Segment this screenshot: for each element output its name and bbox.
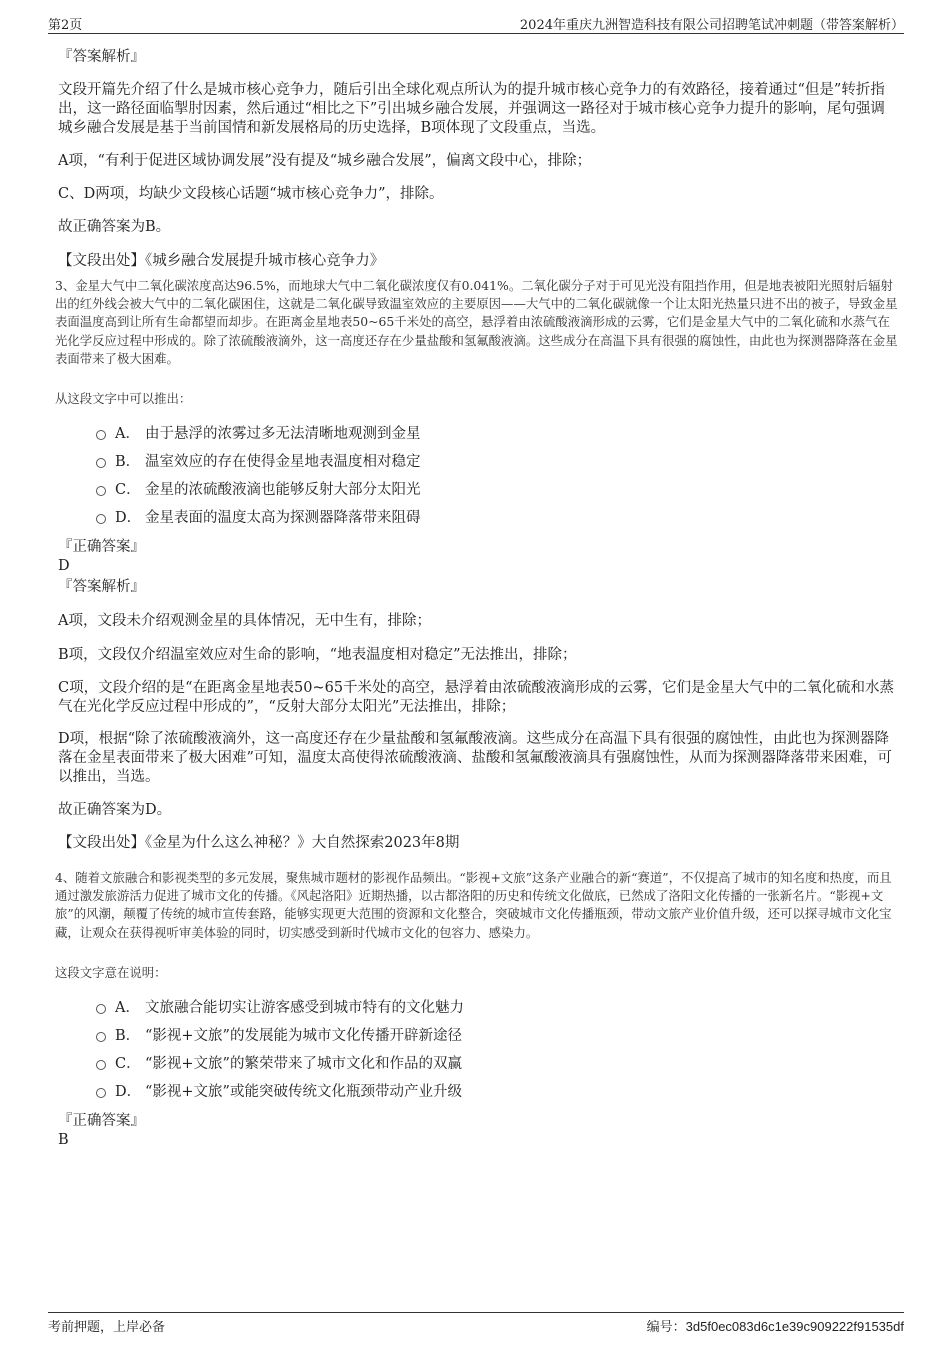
code-label: 编号： [646, 1320, 686, 1335]
radio-icon[interactable] [96, 486, 106, 496]
radio-icon[interactable] [96, 1032, 106, 1042]
question-stem: 3、金星大气中二氧化碳浓度高达96.5%，而地球大气中二氧化碳浓度仅有0.041%。二氧化碳分子对于可见光没有阻挡作用，但是地表被阳光照射后辐射出的红外线会被大气中的二氧化碳困住，这就是二氧化碳导致温室效应的主要原因——大气中的二氧化碳就像一个让太阳光热量只进不出的被子，导致金星表面温度高到让所有生命都望而却步。在距离金星地表50~65千米处的高空，悬浮着由浓硫酸液滴形成的云雾，它们是金星大气中的二氧化硫和水蒸气在光化学反应过程中形成的。除了浓硫酸液滴外，这一高度还存在少量盐酸和氢氟酸液滴。这些成分在高温下具有很强的腐蚀性，由此也为探测器降落在金星表面带来了极大困难。 [55, 278, 898, 366]
document-code [647, 1316, 904, 1335]
option-text: 金星的浓硫酸液滴也能够反射大部分太阳光 [145, 482, 421, 498]
radio-icon[interactable] [96, 430, 106, 440]
analysis-paragraph: C、D两项，均缺少文段核心话题“城市核心竞争力”，排除。 [58, 186, 444, 202]
question-stem: 4、随着文旅融合和影视类型的多元发展，聚焦城市题材的影视作品频出。“影视+文旅”这条产业融合的新“赛道”，不仅提高了城市的知名度和热度，而且通过激发旅游活力促进了城市文化的传播。《风起洛阳》近期热播，以古都洛阳的历史和传统文化做底，已然成了洛阳文化传播的一张新名片。“影视+文旅”的风潮，颠覆了传统的城市宣传套路，能够实现更大范围的资源和文化整合，突破城市文化传播瓶颈，带动文旅产业价值升级，还可以探寻城市文化宝藏，让观众在获得视听审美体验的同时，切实感受到新时代城市文化的包容力、感染力。 [55, 870, 892, 940]
radio-icon[interactable] [96, 1088, 106, 1098]
correct-answer: D [58, 558, 70, 574]
option-text: 金星表面的温度太高为探测器降落带来阻碍 [145, 510, 421, 526]
radio-icon[interactable] [96, 1004, 106, 1014]
answer-conclusion: 故正确答案为B。 [58, 219, 171, 235]
page-number: 第2页 [48, 18, 83, 33]
analysis-paragraph: A项，“有利于促进区域协调发展”没有提及“城乡融合发展”，偏离文段中心，排除； [58, 153, 592, 169]
analysis-paragraph: D项，根据“除了浓硫酸液滴外，这一高度还存在少量盐酸和氢氟酸液滴。这些成分在高温下具有很强的腐蚀性，由此也为探测器降落在金星表面带来了极大困难”可知，温度太高使得浓硫酸液滴、盐酸和氢氟酸液滴具有强腐蚀性，从而为探测器降落带来困难，可以推出，当选。 [58, 731, 892, 785]
question-prompt: 这段文字意在说明： [55, 965, 167, 980]
footer-divider [48, 1312, 904, 1313]
option-c[interactable]: C． “影视+文旅”的繁荣带来了城市文化和作品的双赢 [96, 1054, 462, 1074]
radio-icon[interactable] [96, 458, 106, 468]
answer-conclusion: 故正确答案为D。 [58, 802, 172, 818]
analysis-paragraph: B项，文段仅介绍温室效应对生命的影响，“地表温度相对稳定”无法推出，排除； [58, 647, 577, 663]
option-c[interactable]: C． 金星的浓硫酸液滴也能够反射大部分太阳光 [96, 480, 421, 500]
radio-icon[interactable] [96, 514, 106, 524]
page-header [48, 14, 904, 34]
correct-answer-tag: 『正确答案』 [58, 539, 145, 555]
question-prompt: 从这段文字中可以推出： [55, 391, 192, 406]
option-text: 温室效应的存在使得金星地表温度相对稳定 [145, 454, 421, 470]
option-d[interactable]: D． “影视+文旅”或能突破传统文化瓶颈带动产业升级 [96, 1082, 462, 1102]
option-text: “影视+文旅”的发展能为城市文化传播开辟新途径 [145, 1028, 462, 1044]
option-text: “影视+文旅”或能突破传统文化瓶颈带动产业升级 [145, 1084, 462, 1100]
source-citation: 【文段出处】《金星为什么这么神秘？》大自然探索2023年8期 [58, 835, 460, 851]
option-text: 由于悬浮的浓雾过多无法清晰地观测到金星 [145, 426, 421, 442]
option-a[interactable]: A． 由于悬浮的浓雾过多无法清晰地观测到金星 [96, 424, 421, 444]
document-title: 2024年重庆九洲智造科技有限公司招聘笔试冲刺题（带答案解析） [519, 18, 904, 33]
option-b[interactable]: B． “影视+文旅”的发展能为城市文化传播开辟新途径 [96, 1026, 462, 1046]
analysis-paragraph: C项，文段介绍的是“在距离金星地表50~65千米处的高空，悬浮着由浓硫酸液滴形成的云雾，它们是金星大气中的二氧化硫和水蒸气在光化学反应过程中形成的”，“反射大部分太阳光”无法推出，排除； [58, 680, 895, 715]
option-text: 文旅融合能切实让游客感受到城市特有的文化魅力 [145, 1000, 464, 1016]
analysis-paragraph: 文段开篇先介绍了什么是城市核心竞争力，随后引出全球化观点所认为的提升城市核心竞争力的有效路径，接着通过“但是”转折指出，这一路径面临掣肘因素，然后通过“相比之下”引出城乡融合发展，并强调这一路径对于城市核心竞争力提升的影响，尾句强调城乡融合发展是基于当前国情和新发展格局的历史选择，B项体现了文段重点，当选。 [58, 82, 885, 136]
analysis-paragraph: A项，文段未介绍观测金星的具体情况，无中生有，排除； [58, 613, 431, 629]
correct-answer-tag: 『正确答案』 [58, 1113, 145, 1129]
footer-slogan: 考前押题，上岸必备 [48, 1320, 166, 1335]
option-text: “影视+文旅”的繁荣带来了城市文化和作品的双赢 [145, 1056, 462, 1072]
analysis-tag: 『答案解析』 [58, 49, 145, 65]
code-value: 3d5f0ec083d6c1e39c909222f91535df [685, 1319, 904, 1334]
option-a[interactable]: A． 文旅融合能切实让游客感受到城市特有的文化魅力 [96, 998, 464, 1018]
header-divider [48, 33, 904, 34]
correct-answer: B [58, 1132, 69, 1148]
option-b[interactable]: B． 温室效应的存在使得金星地表温度相对稳定 [96, 452, 421, 472]
radio-icon[interactable] [96, 1060, 106, 1070]
option-d[interactable]: D． 金星表面的温度太高为探测器降落带来阻碍 [96, 508, 421, 528]
analysis-tag: 『答案解析』 [58, 579, 145, 595]
source-citation: 【文段出处】《城乡融合发展提升城市核心竞争力》 [58, 253, 385, 269]
